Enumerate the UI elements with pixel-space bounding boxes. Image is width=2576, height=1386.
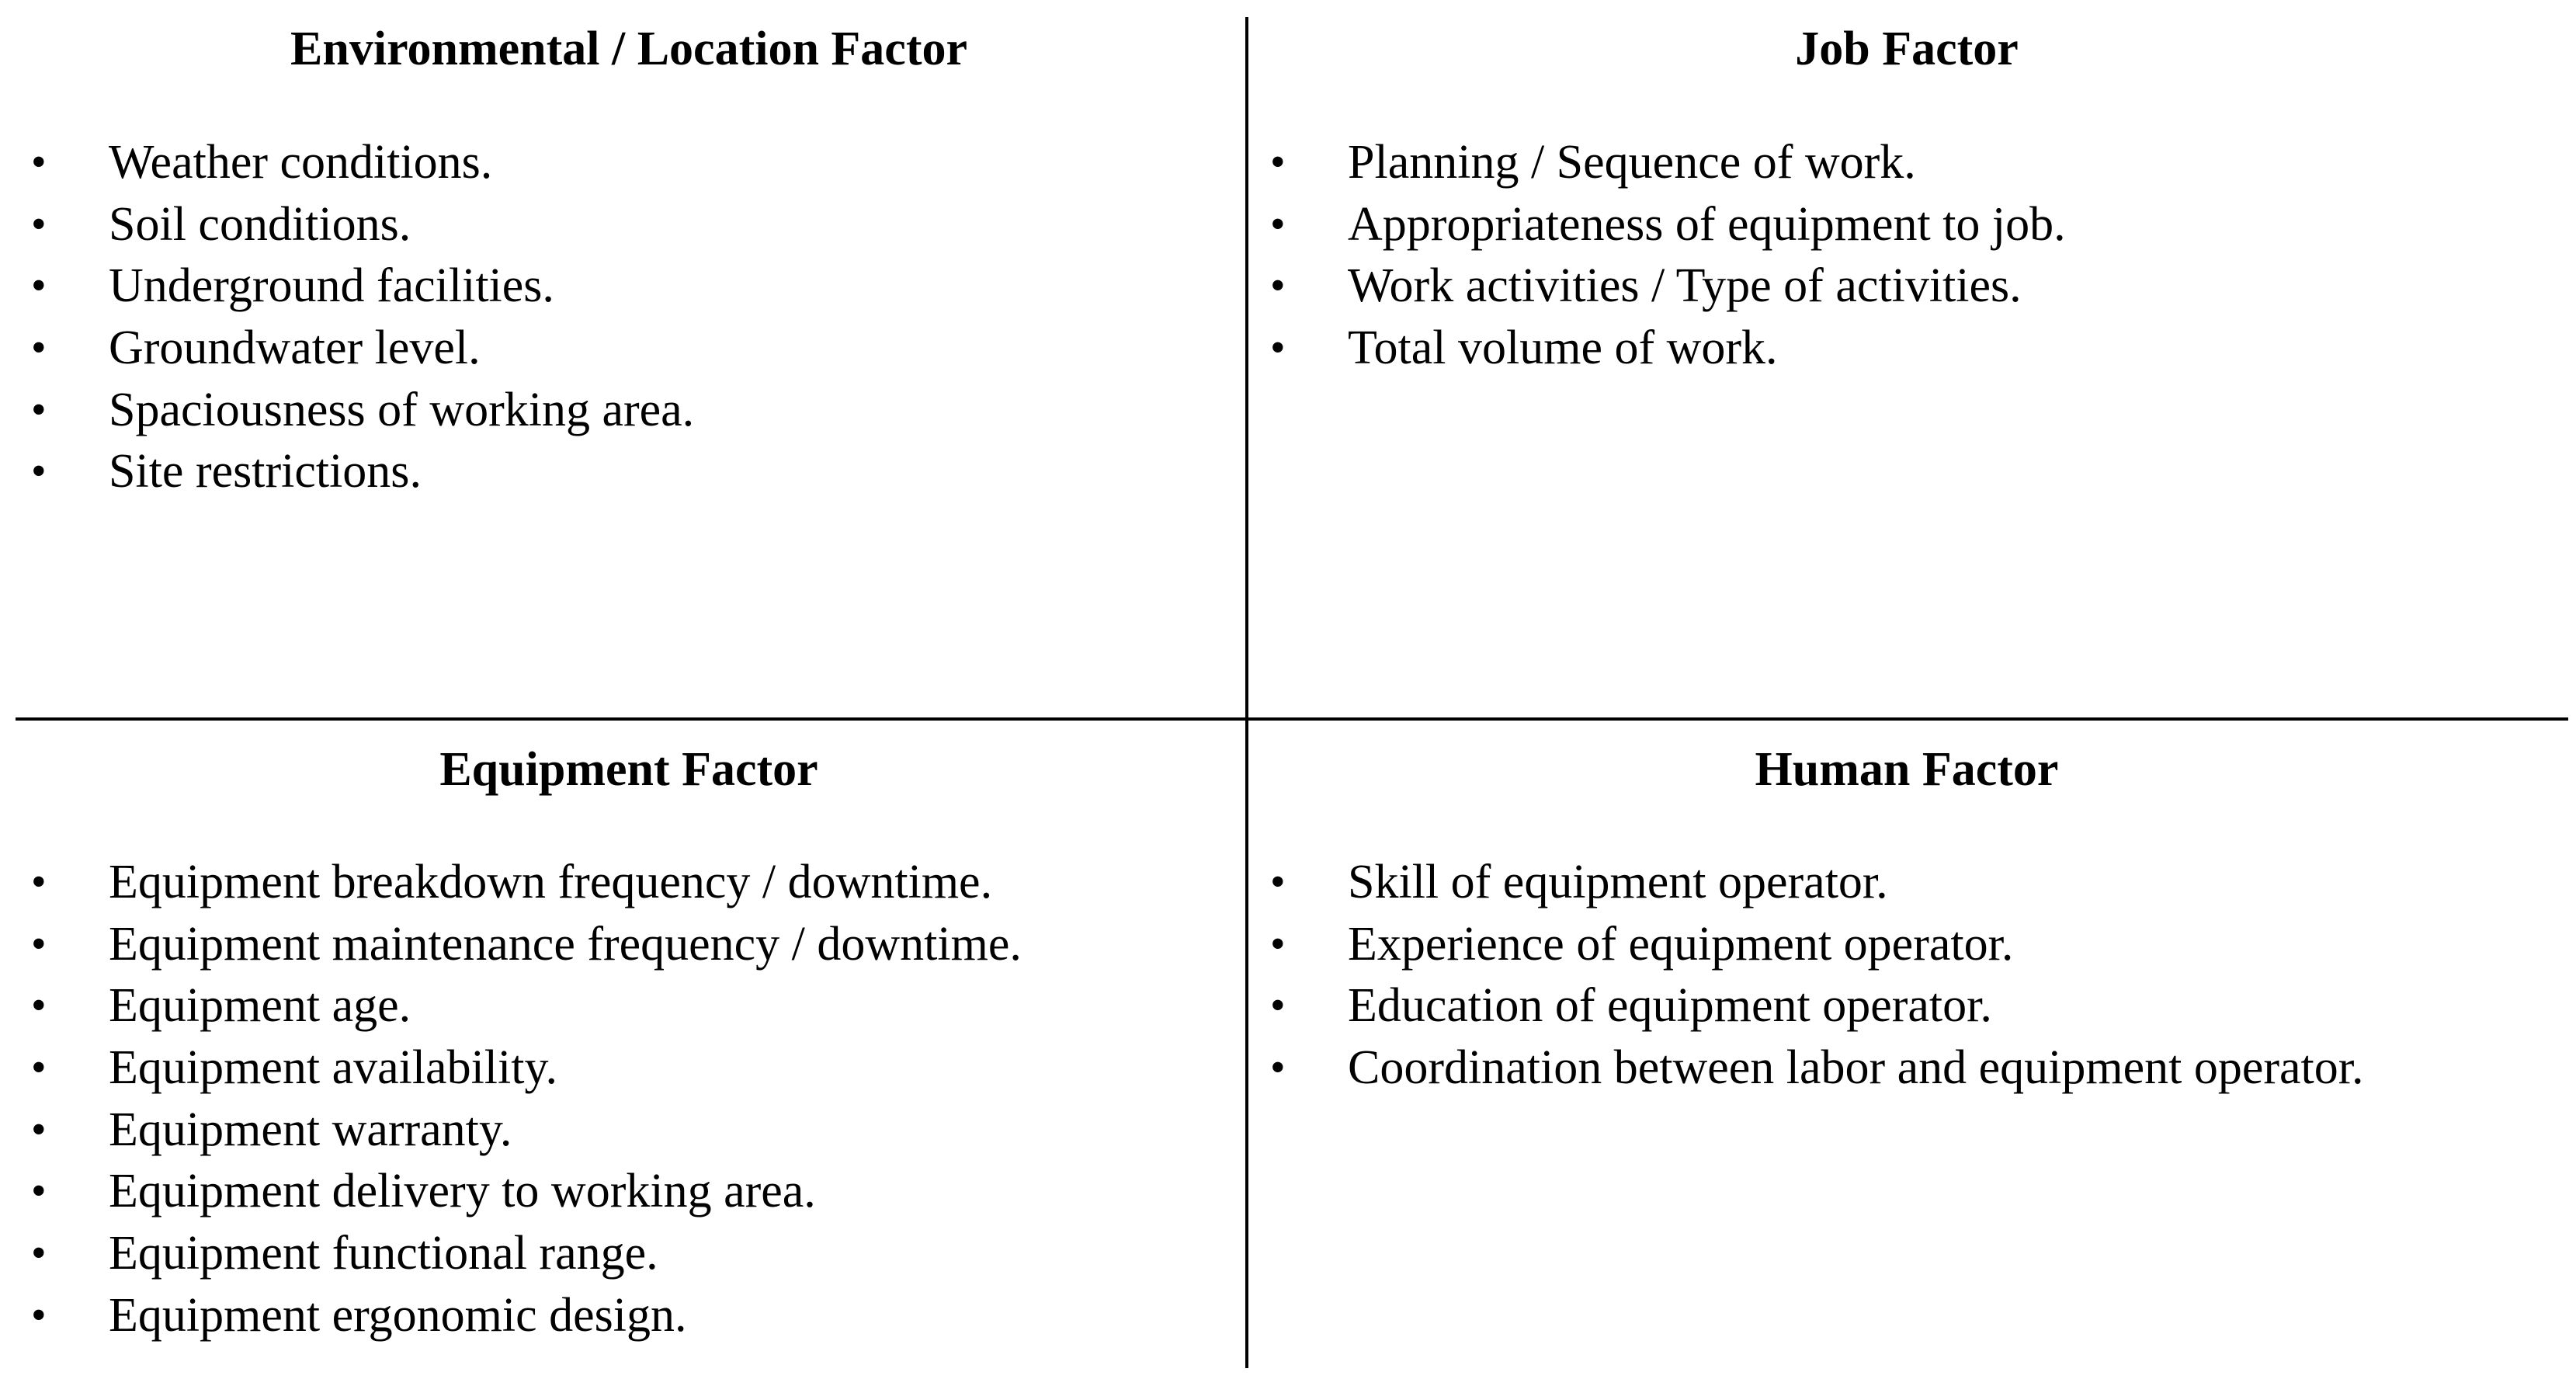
list-item	[1270, 194, 2066, 256]
list-item-text: Equipment breakdown frequency / downtime.	[109, 856, 993, 908]
list-item-text: Spaciousness of working area.	[109, 383, 695, 436]
list-item	[1270, 852, 2364, 914]
list-item-text: Soil conditions.	[109, 197, 411, 251]
list-item-text: Equipment functional range.	[109, 1227, 658, 1280]
bullet-icon: •	[31, 138, 47, 186]
list-item-text: Equipment maintenance frequency / downtime.	[109, 917, 1022, 971]
bullet-icon: •	[31, 1105, 47, 1154]
list-item-text: Work activities / Type of activities.	[1348, 259, 2022, 313]
list-item	[1270, 914, 2364, 976]
bullet-icon: •	[31, 1290, 47, 1339]
bullet-icon: •	[1270, 919, 1286, 968]
bullet-icon: •	[1270, 981, 1286, 1030]
list-item	[31, 1099, 1022, 1162]
bullet-icon: •	[1270, 324, 1286, 373]
bullet-icon: •	[1270, 858, 1286, 906]
factor-list	[31, 852, 1022, 1347]
list-item-text: Coordination between labor and equipment operator.	[1348, 1041, 2364, 1095]
bullet-icon: •	[1270, 262, 1286, 311]
bullet-icon: •	[31, 262, 47, 311]
list-item-text: Groundwater level.	[109, 321, 481, 375]
list-item-text: Underground facilities.	[109, 259, 554, 313]
list-item	[31, 441, 694, 503]
list-item-text: Equipment delivery to working area.	[109, 1165, 816, 1218]
list-item-text: Planning / Sequence of work.	[1348, 136, 1916, 189]
bullet-icon: •	[31, 858, 47, 906]
bullet-icon: •	[1270, 200, 1286, 248]
list-item-text: Site restrictions.	[109, 445, 422, 498]
list-item-text: Equipment availability.	[109, 1041, 557, 1095]
quadrant-job-factor	[1270, 0, 2559, 714]
list-item	[31, 318, 694, 380]
quadrant-environmental-location-factor	[31, 0, 1242, 714]
list-item-text: Education of equipment operator.	[1348, 979, 1992, 1033]
bullet-icon: •	[31, 447, 47, 496]
list-item	[1270, 255, 2066, 318]
list-item	[1270, 975, 2364, 1037]
quadrant-title: Environmental / Location Factor	[290, 23, 967, 75]
list-item	[31, 852, 1022, 914]
list-item	[1270, 318, 2066, 380]
factor-list	[1270, 852, 2364, 1099]
vertical-divider	[1245, 17, 1248, 1368]
horizontal-divider	[16, 717, 2568, 721]
bullet-icon: •	[31, 1167, 47, 1216]
list-item-text: Weather conditions.	[109, 136, 493, 189]
factor-list	[1270, 132, 2066, 380]
list-item-text: Equipment age.	[109, 979, 411, 1033]
list-item	[31, 194, 694, 256]
list-item	[1270, 132, 2066, 194]
list-item	[31, 1037, 1022, 1099]
bullet-icon: •	[31, 919, 47, 968]
list-item	[31, 1223, 1022, 1285]
list-item	[31, 380, 694, 442]
list-item	[31, 975, 1022, 1037]
factor-list	[31, 132, 694, 503]
list-item	[31, 132, 694, 194]
list-item-text: Equipment ergonomic design.	[109, 1288, 687, 1342]
quadrant-title: Human Factor	[1755, 743, 2059, 796]
list-item	[1270, 1037, 2364, 1099]
bullet-icon: •	[1270, 1044, 1286, 1092]
list-item-text: Appropriateness of equipment to job.	[1348, 197, 2066, 251]
bullet-icon: •	[31, 200, 47, 248]
bullet-icon: •	[31, 981, 47, 1030]
list-item	[31, 1161, 1022, 1223]
list-item-text: Skill of equipment operator.	[1348, 856, 1888, 908]
list-item	[31, 255, 694, 318]
bullet-icon: •	[1270, 138, 1286, 186]
quadrant-equipment-factor	[31, 722, 1242, 1374]
list-item-text: Experience of equipment operator.	[1348, 917, 2014, 971]
quadrant-human-factor	[1270, 722, 2559, 1374]
bullet-icon: •	[31, 1229, 47, 1278]
quadrant-title: Job Factor	[1795, 23, 2019, 75]
list-item-text: Total volume of work.	[1348, 321, 1778, 375]
bullet-icon: •	[31, 385, 47, 434]
bullet-icon: •	[31, 324, 47, 373]
list-item-text: Equipment warranty.	[109, 1103, 512, 1156]
list-item	[31, 1285, 1022, 1347]
list-item	[31, 914, 1022, 976]
quadrant-title: Equipment Factor	[439, 743, 818, 796]
bullet-icon: •	[31, 1044, 47, 1092]
